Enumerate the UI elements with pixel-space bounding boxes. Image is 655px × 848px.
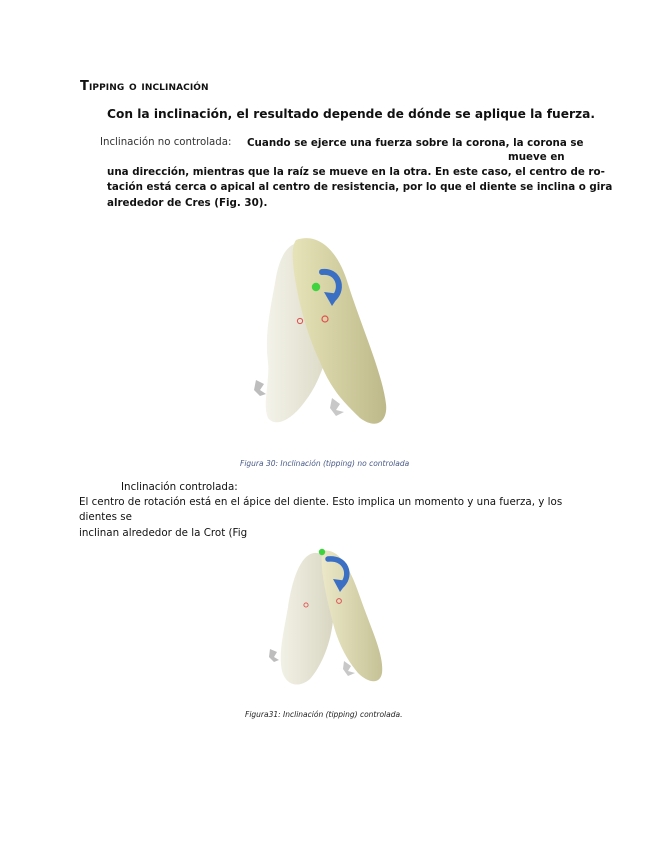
- controlled-label: Inclinación controlada:: [121, 481, 238, 493]
- uncontrolled-label: Inclinación no controlada:: [100, 137, 232, 148]
- controlled-text-line-2: dientes se: [79, 511, 132, 523]
- controlled-text-line-1: El centro de rotación está en el ápice del diente. Esto implica un momento y una fuerza, y los: [79, 496, 563, 508]
- intro-sentence: Con la inclinación, el resultado depende de dónde se aplique la fuerza.: [107, 107, 595, 121]
- uncontrolled-text-line-5: alrededor de Cres (Fig. 30).: [107, 197, 268, 209]
- section-title: Tipping o inclinación: [80, 79, 209, 94]
- center-of-rotation-marker: [319, 549, 325, 555]
- figure-31-caption: Figura31: Inclinación (tipping) controlada.: [245, 710, 403, 719]
- center-of-rotation-marker: [312, 283, 320, 291]
- uncontrolled-text-line-4: tación está cerca o apical al centro de resistencia, por lo que el diente se inclina o gira: [107, 181, 613, 193]
- uncontrolled-text-line-3: una dirección, mientras que la raíz se mueve en la otra. En este caso, el centro de ro-: [107, 166, 605, 178]
- figure-30-caption: Figura 30: Inclinación (tipping) no controlada: [240, 459, 410, 468]
- figure-30-image: [236, 232, 426, 432]
- controlled-text-line-3: inclinan alrededor de la Crot (Fig: [79, 527, 248, 539]
- uncontrolled-text-line-1: Cuando se ejerce una fuerza sobre la corona, la corona se: [247, 137, 584, 149]
- figure-31-image: [262, 545, 392, 687]
- uncontrolled-text-line-2: mueve en: [508, 151, 565, 163]
